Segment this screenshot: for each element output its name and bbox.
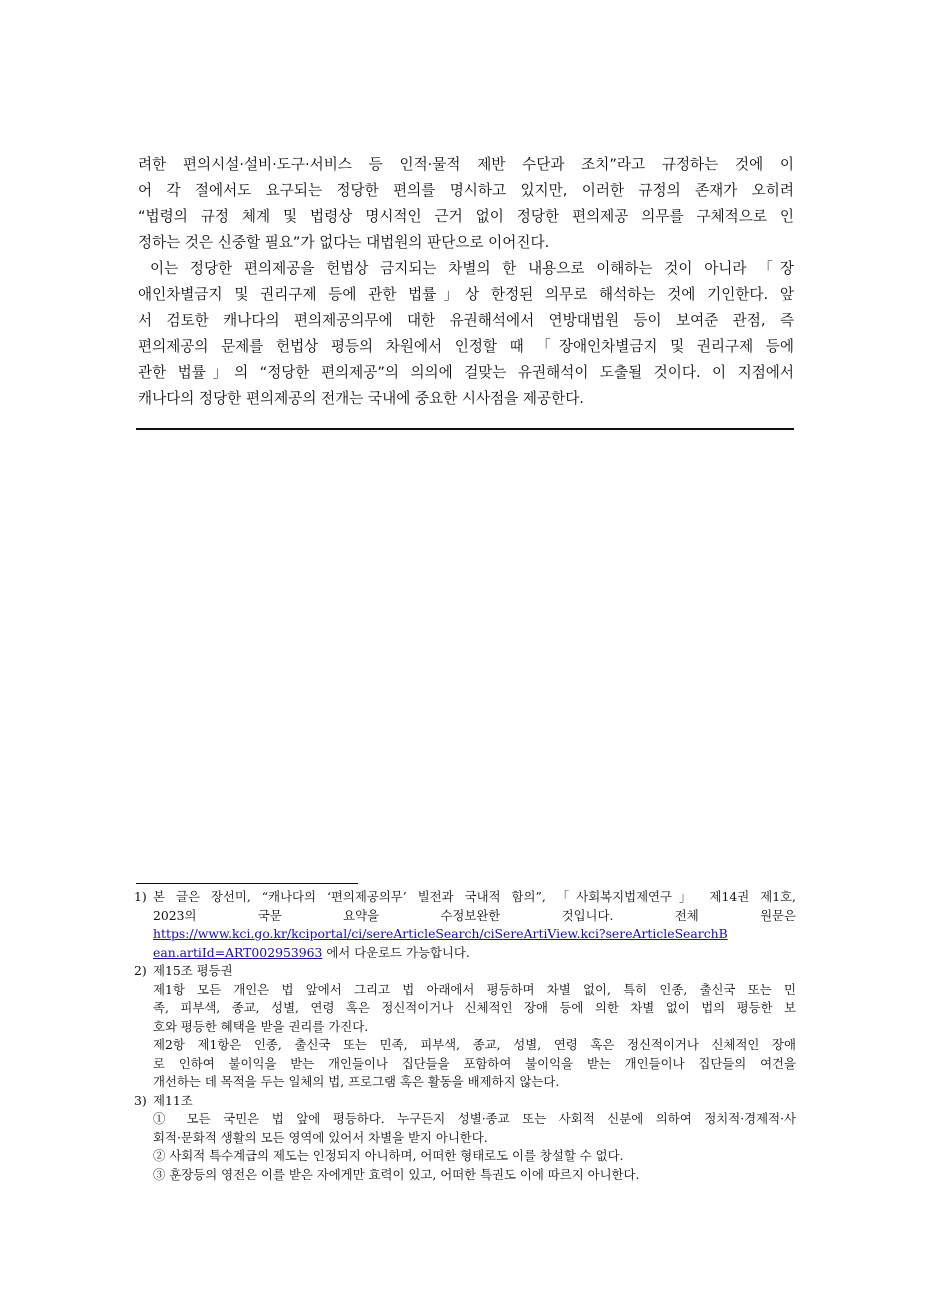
footnote-text: 에서 다운로드 가능합니다. — [322, 944, 470, 960]
footnotes — [134, 888, 796, 1184]
body-line: 이는 정당한 편의제공을 헌법상 금지되는 차별의 한 내용으로 이해하는 것이 아니라 「장 — [150, 260, 794, 277]
footnote-text: 2023의 국문 요약을 수정보완한 것입니다. 전체 원문은 — [153, 907, 796, 923]
footnote-number: 2) — [134, 963, 147, 978]
source-link[interactable]: https://www.kci.go.kr/kciportal/ci/sereArticleSearch/ciSereArtiView.kci?sereArticleSearchB — [153, 926, 728, 941]
footnote-2-line — [134, 999, 796, 1018]
body-line: 관한 법률」의 “정당한 편의제공”의 의의에 걸맞는 유권해석이 도출될 것이다. 이 지점에서 — [138, 364, 794, 381]
footnote-2-line — [134, 1018, 796, 1037]
footnote-2-line — [134, 1036, 796, 1055]
footnote-1-line — [134, 925, 796, 944]
body-line: 어 각 절에서도 요구되는 정당한 편의를 명시하고 있지만, 이러한 규정의 존재가 오히려 — [138, 182, 794, 199]
footnote-3-line — [134, 1129, 796, 1148]
footnote-text: ③ 훈장등의 영전은 이를 받은 자에게만 효력이 있고, 어떠한 특권도 이에 따르지 아니한다. — [153, 1166, 640, 1182]
footnote-3-line — [134, 1147, 796, 1166]
footnote-text: 족, 피부색, 종교, 성별, 연령 혹은 정신적이거나 신체적인 장애 등에 의한 차별 없이 법의 평등한 보 — [153, 1000, 796, 1015]
footnote-title: 제11조 — [153, 1092, 193, 1108]
body-line: 서 검토한 캐나다의 편의제공의무에 대한 유권해석에서 연방대법원 등이 보여준 관점, 즉 — [138, 312, 794, 329]
footnote-2-title — [134, 962, 796, 981]
footnote-text: 개선하는 데 목적을 두는 일체의 법, 프로그램 혹은 활동을 배제하지 않는다. — [153, 1074, 560, 1089]
footnote-text: 제2항 제1항은 인종, 출신국 또는 민족, 피부색, 종교, 성별, 연령 혹은 정신적이거나 신체적인 장애 — [153, 1037, 796, 1052]
footnote-number: 1) — [134, 889, 147, 904]
footnote-separator — [136, 883, 358, 884]
body-line: 편의제공의 문제를 헌법상 평등의 차원에서 인정할 때 「장애인차별금지 및 권리구제 등에 — [138, 338, 794, 355]
footnote-3-line — [134, 1166, 796, 1185]
footnote-number: 3) — [134, 1092, 147, 1108]
footnote-1-line — [134, 944, 796, 963]
body-line: 애인차별금지 및 권리구제 등에 관한 법률」상 한정된 의무로 해석하는 것에 기인한다. 앞 — [138, 286, 794, 303]
footnote-1-line — [134, 907, 796, 926]
footnote-3-line — [134, 1110, 796, 1129]
footnote-text: 제1항 모든 개인은 법 앞에서 그리고 법 아래에서 평등하며 차별 없이, 특히 인종, 출신국 또는 민 — [153, 981, 796, 997]
source-link-continued[interactable]: ean.artiId=ART002953963 — [153, 944, 323, 960]
footnote-text: 본 글은 장선미, “캐나다의 ‘편의제공의무’ 빌전과 국내적 함의”, 「사회복지법제연구」 제14권 제1호, — [153, 889, 796, 904]
footnote-1-line — [134, 888, 796, 907]
footnote-2-line — [134, 1055, 796, 1074]
body-line: “법령의 규정 체계 및 법령상 명시적인 근거 없이 정당한 편의제공 의무를 구체적으로 인 — [138, 208, 794, 225]
footnote-title: 제15조 평등권 — [153, 963, 233, 978]
body-line: 캐나다의 정당한 편의제공의 전개는 국내에 중요한 시사점을 제공한다. — [138, 390, 584, 407]
footnote-text: ② 사회적 특수계급의 제도는 인정되지 아니하며, 어떠한 형태로도 이를 창설할 수 없다. — [153, 1148, 624, 1163]
footnote-text: ① 모든 국민은 법 앞에 평등하다. 누구든지 성별·종교 또는 사회적 신분에 의하여 정치적·경제적·사 — [153, 1111, 796, 1126]
footnote-3-title — [134, 1092, 796, 1111]
body-text — [138, 152, 794, 412]
footnote-text: 회적·문화적 생활의 모든 영역에 있어서 차별을 받지 아니한다. — [153, 1129, 488, 1145]
footnote-text: 로 인하여 불이익을 받는 개인들이나 집단들을 포함하여 불이익을 받는 개인들이나 집단들의 여건을 — [153, 1055, 796, 1071]
footnote-2-line — [134, 1073, 796, 1092]
footnote-2-line — [134, 981, 796, 1000]
section-divider — [136, 428, 794, 430]
body-line: 정하는 것은 신중할 필요”가 없다는 대법원의 판단으로 이어진다. — [138, 234, 550, 251]
body-line: 려한 편의시설·설비·도구·서비스 등 인적·물적 제반 수단과 조치”라고 규정하는 것에 이 — [138, 156, 794, 173]
footnote-text: 호와 평등한 혜택을 받을 권리를 가진다. — [153, 1018, 369, 1034]
